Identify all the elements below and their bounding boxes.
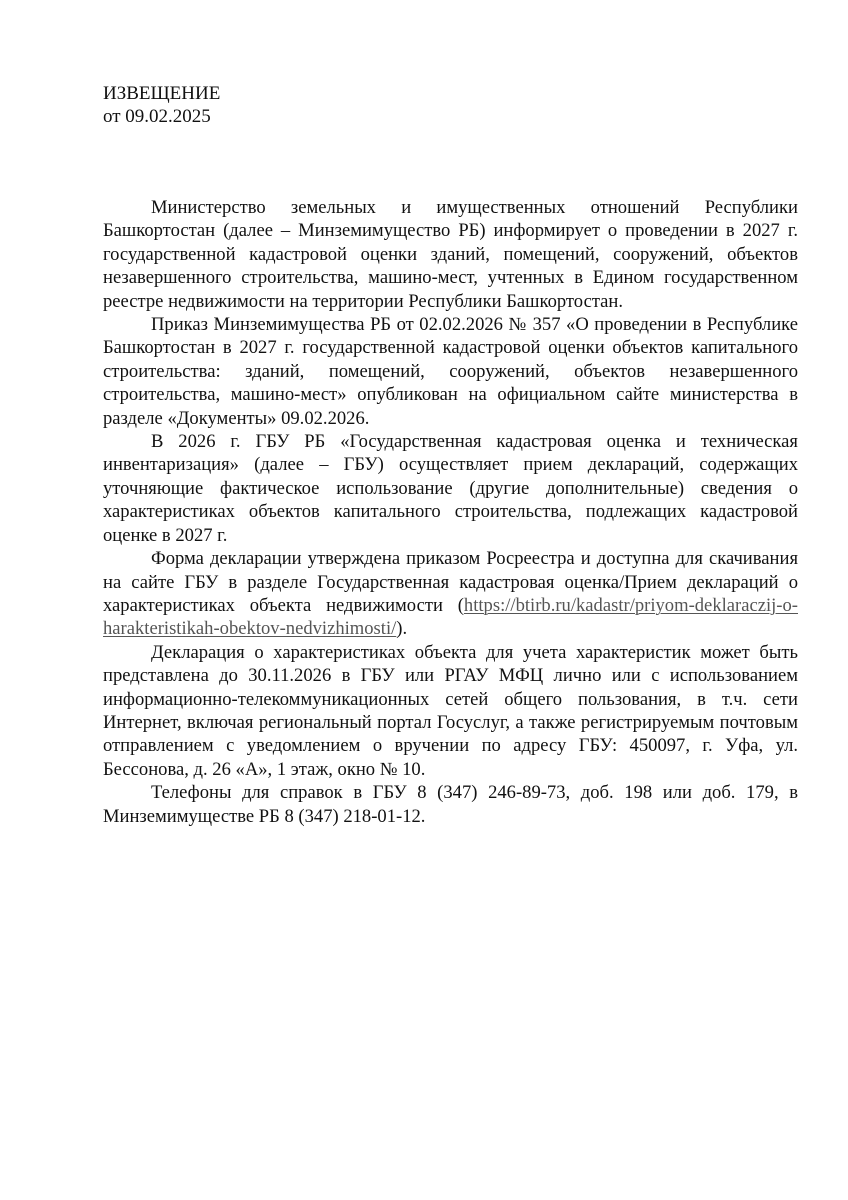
paragraph-declarations-intake: В 2026 г. ГБУ РБ «Государственная кадастровая оценка и техническая инвентаризация» (далее – ГБУ) осуществляет прием деклараций, содержащих уточняющие фактическое использование (другие дополнительные) сведения о характеристиках объектов капитального строительства, подлежащих кадастровой оценке в 2027 г. [103,431,798,546]
paragraph-ministry-announcement: Министерство земельных и имущественных отношений Республики Башкортостан (далее – Минземимущество РБ) информирует о проведении в 2027 г. государственной кадастровой оценки зданий, помещений, сооружений, объектов незавершенного строительства, машино-мест, учтенных в Едином государственном реестре недвижимости на территории Республики Башкортостан. [103,197,798,312]
notice-title: ИЗВЕЩЕНИЕ [103,83,221,104]
paragraph-contact-phones: Телефоны для справок в ГБУ 8 (347) 246-89-73, доб. 198 или доб. 179, в Минземимуществе РБ 8 (347) 218-01-12. [103,782,798,827]
notice-header [103,82,220,128]
paragraph-declaration-form [103,547,798,641]
declaration-form-text-end: ). [396,618,408,640]
notice-body [103,196,798,828]
declaration-form-text: Форма декларации утверждена приказом Росреестра и доступна для скачивания на сайте ГБУ в разделе Государственная кадастровая оценка/Прием деклараций о характеристиках объекта недвижимости ( [103,548,798,616]
notice-date: от 09.02.2025 [103,106,211,127]
paragraph-order-publication: Приказ Минземимущества РБ от 02.02.2026 № 357 «О проведении в Республике Башкортостан в 2027 г. государственной кадастровой оценки объектов капитального строительства: зданий, помещений, сооружений, объектов незавершенного строительства, машино-мест» опубликован на официальном сайте министерства в разделе «Документы» 09.02.2026. [103,314,798,429]
paragraph-submission-terms: Декларация о характеристиках объекта для учета характеристик может быть представлена до 30.11.2026 в ГБУ или РГАУ МФЦ лично или с использованием информационно-телекоммуникационных сетей общего пользования, в т.ч. сети Интернет, включая региональный портал Госуслуг, а также регистрируемым почтовым отправлением с уведомлением о вручении по адресу ГБУ: 450097, г. Уфа, ул. Бессонова, д. 26 «А», 1 этаж, окно № 10. [103,641,798,780]
declaration-form-link[interactable]: https://btirb.ru/kadastr/priyom-deklaraczij-o-harakteristikah-obektov-nedvizhimosti/ [103,594,798,640]
